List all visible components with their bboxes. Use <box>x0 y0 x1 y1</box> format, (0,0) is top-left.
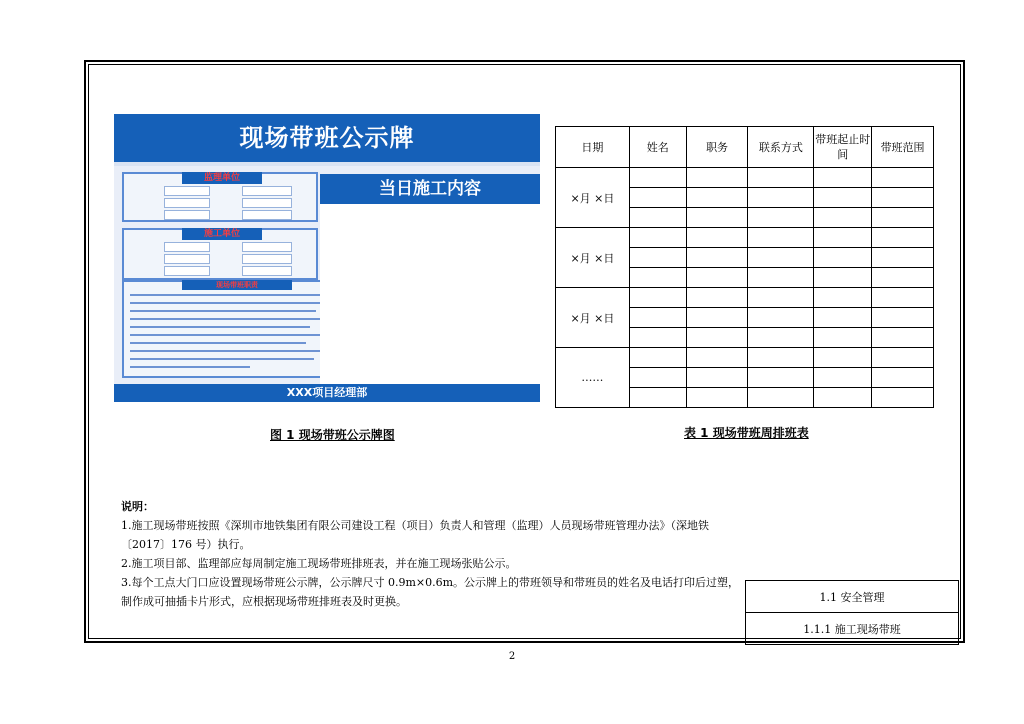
notes-section <box>121 497 741 611</box>
header-date: 日期 <box>556 127 630 168</box>
header-scope: 带班范围 <box>872 127 934 168</box>
field-box <box>164 242 210 252</box>
field-box <box>242 210 292 220</box>
duty-panel <box>122 280 348 378</box>
header-position: 职务 <box>686 127 748 168</box>
notes-heading: 说明： <box>121 500 154 513</box>
field-box <box>164 186 210 196</box>
field-box <box>242 186 292 196</box>
note-item: 2.施工项目部、监理部应每周制定施工现场带班排班表，并在施工现场张贴公示。 <box>121 557 517 570</box>
table-row <box>556 168 934 188</box>
subsection-label: 1.1.1 施工现场带班 <box>746 613 959 645</box>
date-cell: ×月 ×日 <box>556 228 630 288</box>
table-row <box>556 348 934 368</box>
supervision-panel <box>122 172 318 222</box>
text-line <box>130 318 324 320</box>
table-row <box>556 288 934 308</box>
note-item: 3.每个工点大门口应设置现场带班公示牌，公示牌尺寸 0.9m×0.6m。公示牌上的带班领导和带班员的姓名及电话打印后过塑， 制作成可抽插卡片形式，应根据现场带班排班表及时更换。 <box>121 576 740 608</box>
field-box <box>164 210 210 220</box>
today-content-area <box>320 204 540 384</box>
text-line <box>130 326 310 328</box>
header-contact: 联系方式 <box>748 127 814 168</box>
page-number: 2 <box>508 651 516 662</box>
field-box <box>242 198 292 208</box>
board-footer: XXX项目经理部 <box>114 384 540 402</box>
supervision-unit-heading: 监理单位 <box>182 172 262 184</box>
text-line <box>130 350 320 352</box>
construction-panel <box>122 228 318 280</box>
text-line <box>130 358 314 360</box>
header-name: 姓名 <box>629 127 686 168</box>
table-row <box>556 228 934 248</box>
field-box <box>164 198 210 208</box>
construction-unit-heading: 施工单位 <box>182 228 262 240</box>
header-time: 带班起止时间 <box>814 127 872 168</box>
board-title: 现场带班公示牌 <box>114 114 540 162</box>
figure-caption: 图 1 现场带班公示牌图 <box>270 428 395 442</box>
section-tag <box>745 580 959 645</box>
table-caption: 表 1 现场带班周排班表 <box>684 426 809 440</box>
text-line <box>130 294 320 296</box>
notice-board-figure <box>114 114 540 402</box>
field-box <box>164 266 210 276</box>
text-line <box>130 302 326 304</box>
date-cell: …… <box>556 348 630 408</box>
text-line <box>130 366 250 368</box>
table-header-row <box>556 127 934 168</box>
field-box <box>242 254 292 264</box>
date-cell: ×月 ×日 <box>556 288 630 348</box>
board-divider <box>114 162 540 166</box>
today-content-heading: 当日施工内容 <box>320 174 540 204</box>
note-item: 1.施工现场带班按照《深圳市地铁集团有限公司建设工程（项目）负责人和管理（监理）人员现场带班管理办法》（深地铁〔2017〕176 号）执行。 <box>121 519 709 551</box>
field-box <box>242 266 292 276</box>
date-cell: ×月 ×日 <box>556 168 630 228</box>
field-box <box>242 242 292 252</box>
text-line <box>130 342 306 344</box>
field-box <box>164 254 210 264</box>
text-line <box>130 310 316 312</box>
section-label: 1.1 安全管理 <box>746 581 959 613</box>
text-line <box>130 334 322 336</box>
duty-heading: 现场带班职责 <box>182 280 292 290</box>
schedule-table <box>555 126 934 408</box>
